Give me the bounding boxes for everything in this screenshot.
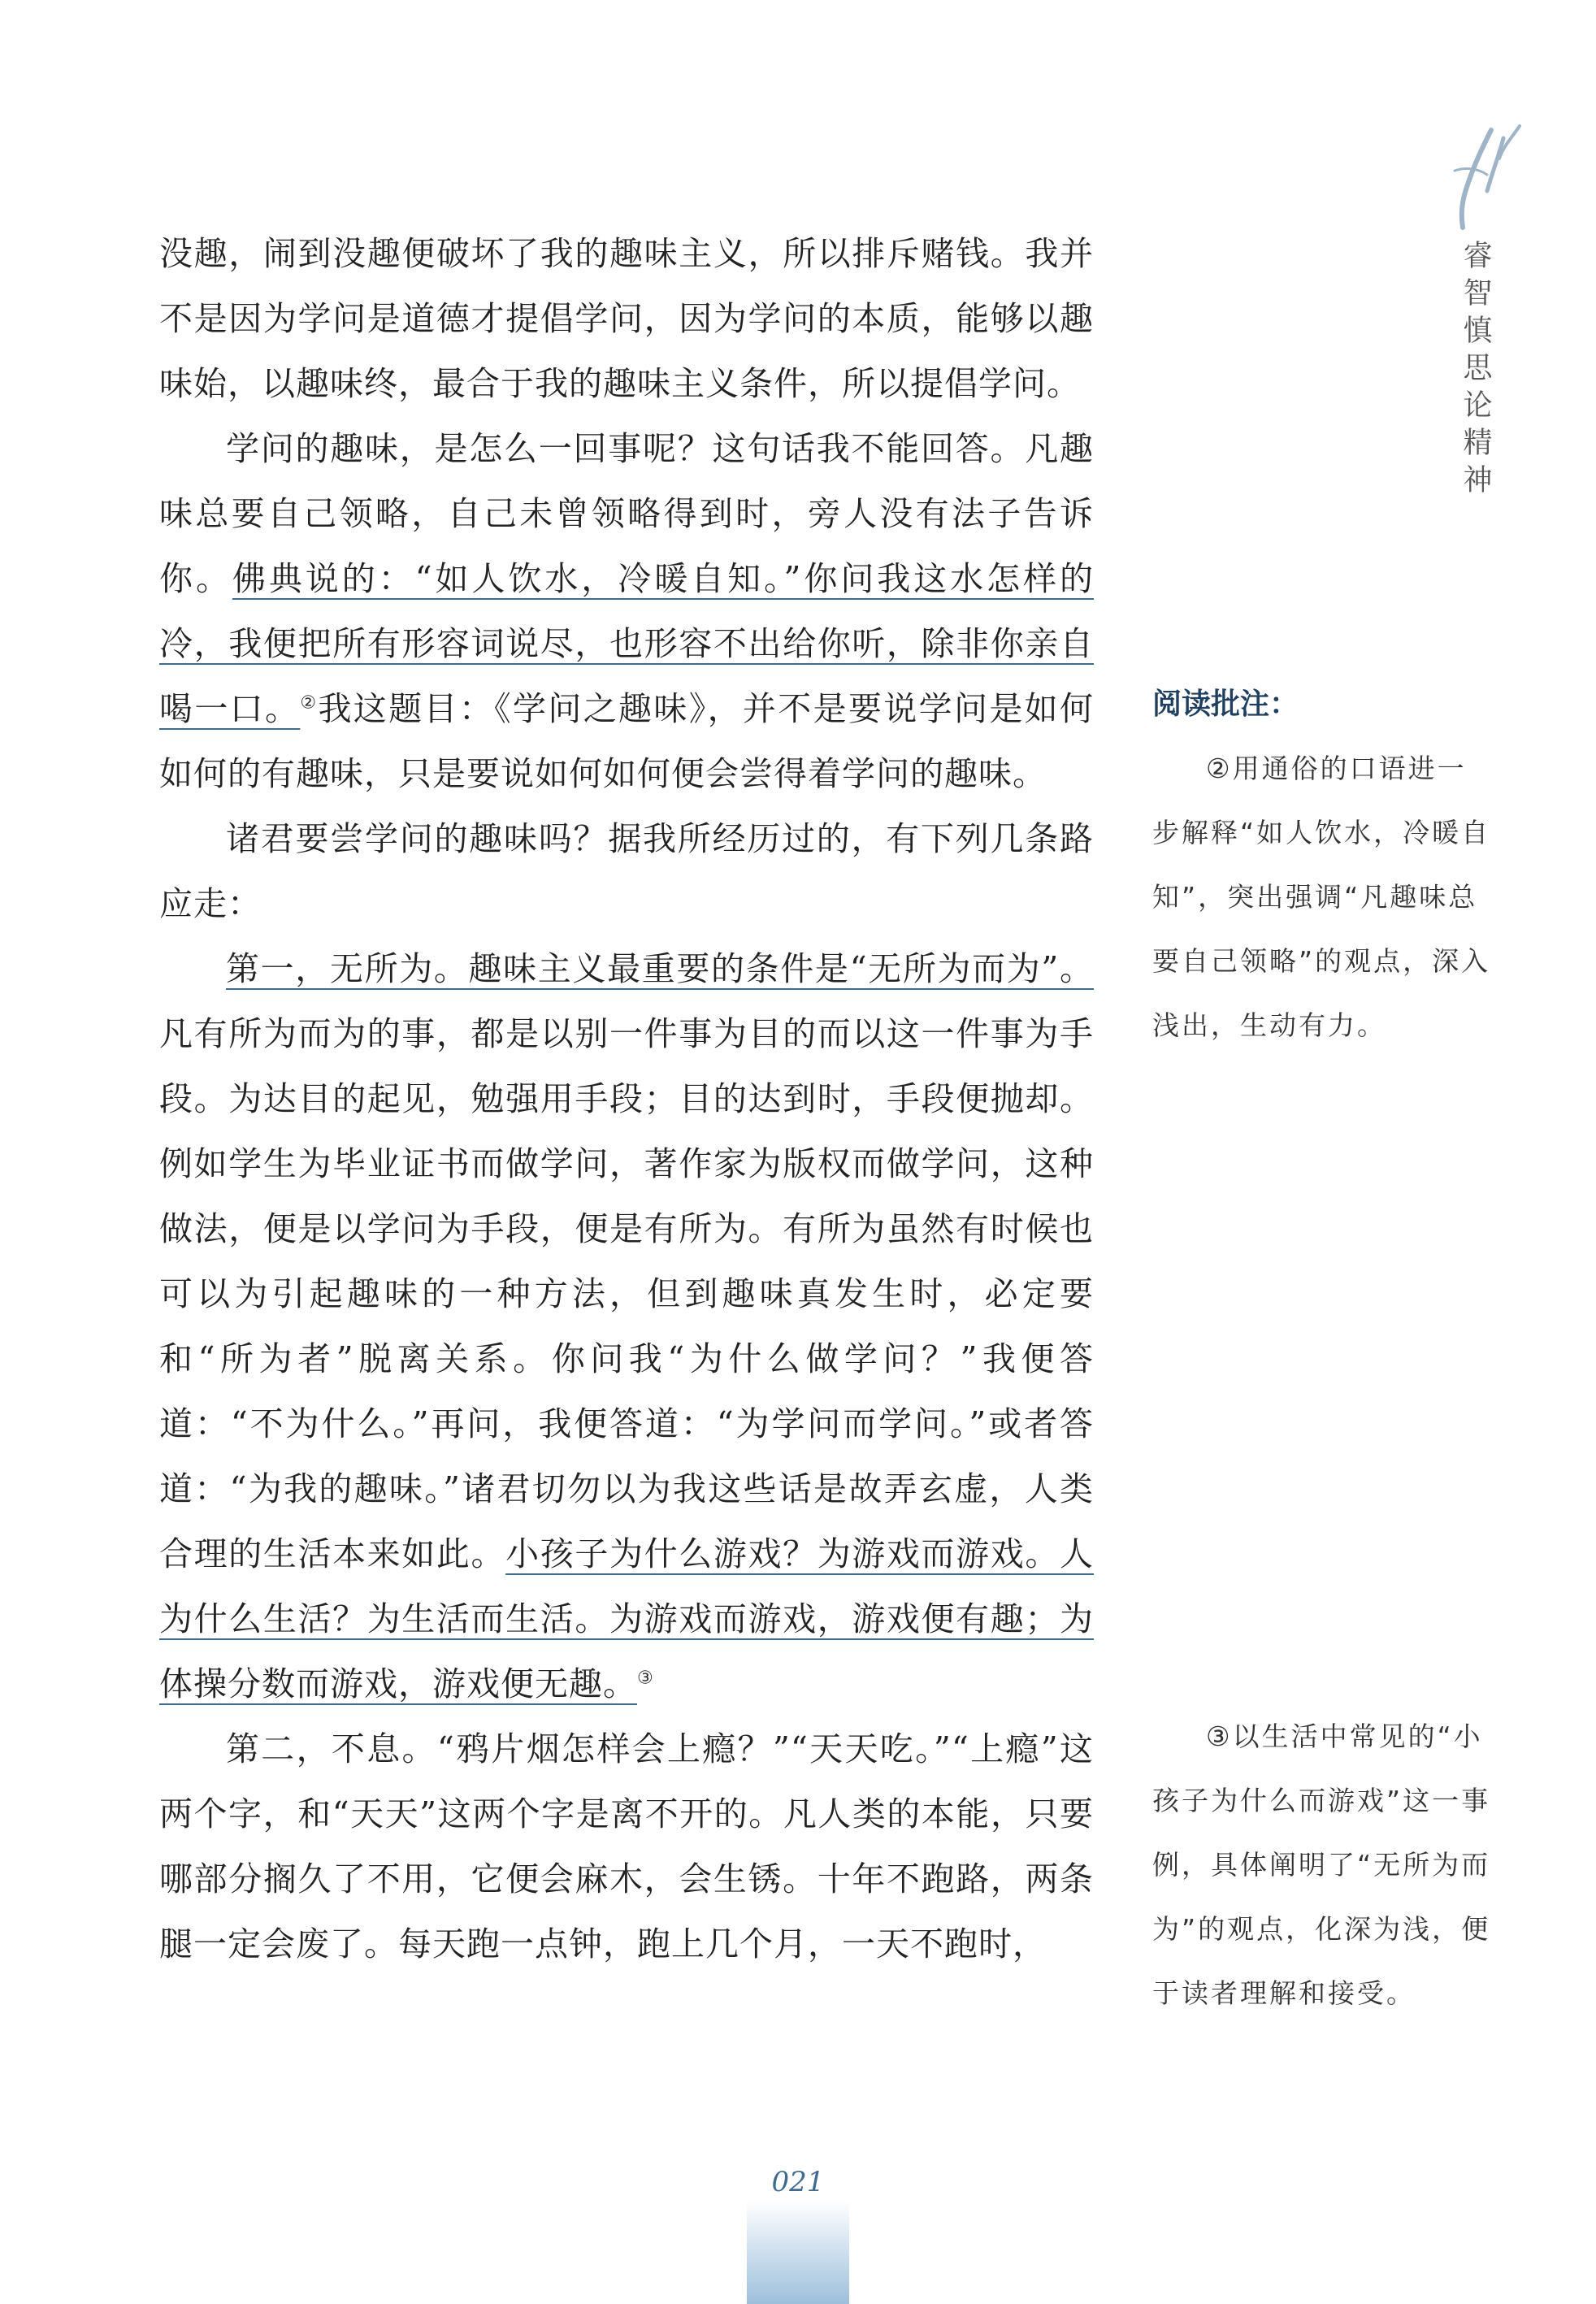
underlined-text: 第一，无所为。趣味主义最重要的条件是“无所为而为”。: [226, 949, 1094, 988]
page-number-bar: [747, 2201, 849, 2304]
body-text: 诸君要尝学问的趣味吗？据我所经历过的，有下列几条路应走：: [159, 819, 1094, 923]
underlined-text: 佛典说的：“如人饮水，冷暖自知。”你问我这水怎样的冷，我便把所有形容词说尽，也形容不出给你听，除非你亲自喝一口。: [159, 559, 1094, 728]
body-text: 第二，不息。“鸦片烟怎样会上瘾？”“天天吃。”“上瘾”这两个字，和“天天”这两个字是离不开的。凡人类的本能，只要哪部分搁久了不用，它便会麻木，会生锈。十年不跑路，两条腿一定会废了。每天跑一点钟，跑上几个月，一天不跑时，: [159, 1729, 1094, 1963]
footnote-marker: ③: [637, 1668, 654, 1689]
body-paragraph: [159, 416, 1094, 806]
annotation-3: [1152, 1704, 1494, 2025]
annotation-2-text: ②用通俗的口语进一步解释“如人饮水，冷暖自知”，突出强调“凡趣味总要自己领略”的观点，深入浅出，生动有力。: [1152, 753, 1491, 1041]
body-text: 没趣，闹到没趣便破坏了我的趣味主义，所以排斥赌钱。我并不是因为学问是道德才提倡学问，因为学问的本质，能够以趣味始，以趣味终，最合于我的趣味主义条件，所以提倡学问。: [159, 234, 1094, 403]
underlined-text: 小孩子为什么游戏？为游戏而游戏。人为什么生活？为生活而生活。为游戏而游戏，游戏便有趣；为体操分数而游戏，游戏便无趣。: [159, 1534, 1095, 1703]
body-text: 学问的趣味，是怎么一回事呢？这句话我不能回答。凡趣味总要自己领略，自己未曾领略得到时，旁人没有法子告诉你。: [159, 429, 1094, 598]
body-paragraph: [159, 221, 1094, 416]
body-text: 我这题目：《学问之趣味》，并不是要说学问是如何如何的有趣味，只是要说如何如何便会尝得着学问的趣味。: [159, 689, 1095, 793]
annotation-heading: 阅读批注：: [1152, 687, 1299, 721]
body-paragraph: [159, 1716, 1094, 1976]
body-paragraph: [159, 806, 1094, 936]
annotation-2: [1152, 736, 1494, 1057]
footnote-marker: ②: [300, 692, 319, 714]
annotation-3-text: ③以生活中常见的“小孩子为什么而游戏”这一事例，具体阐明了“无所为而为”的观点，化深为浅，便于读者理解和接受。: [1152, 1720, 1491, 2009]
body-paragraph: [159, 936, 1094, 1716]
page-number: 021: [771, 2166, 825, 2198]
body-text: 凡有所为而为的事，都是以别一件事为目的而以这一件事为手段。为达目的起见，勉强用手段；目的达到时，手段便抛却。例如学生为毕业证书而做学问，著作家为版权而做学问，这种做法，便是以学问为手段，便是有所为。有所为虽然有时候也可以为引起趣味的一种方法，但到趣味真发生时，必定要和“所为者”脱离关系。你问我“为什么做学问？”我便答道：“不为什么。”再问，我便答道：“为学问而学问。”或者答道：“为我的趣味。”诸君切勿以为我这些话是故弄玄虚，人类合理的生活本来如此。: [159, 1014, 1094, 1573]
main-text: [159, 221, 1094, 1976]
side-title: 睿智慎思论精神: [1459, 240, 1492, 501]
brush-logo-icon: [1442, 122, 1532, 236]
